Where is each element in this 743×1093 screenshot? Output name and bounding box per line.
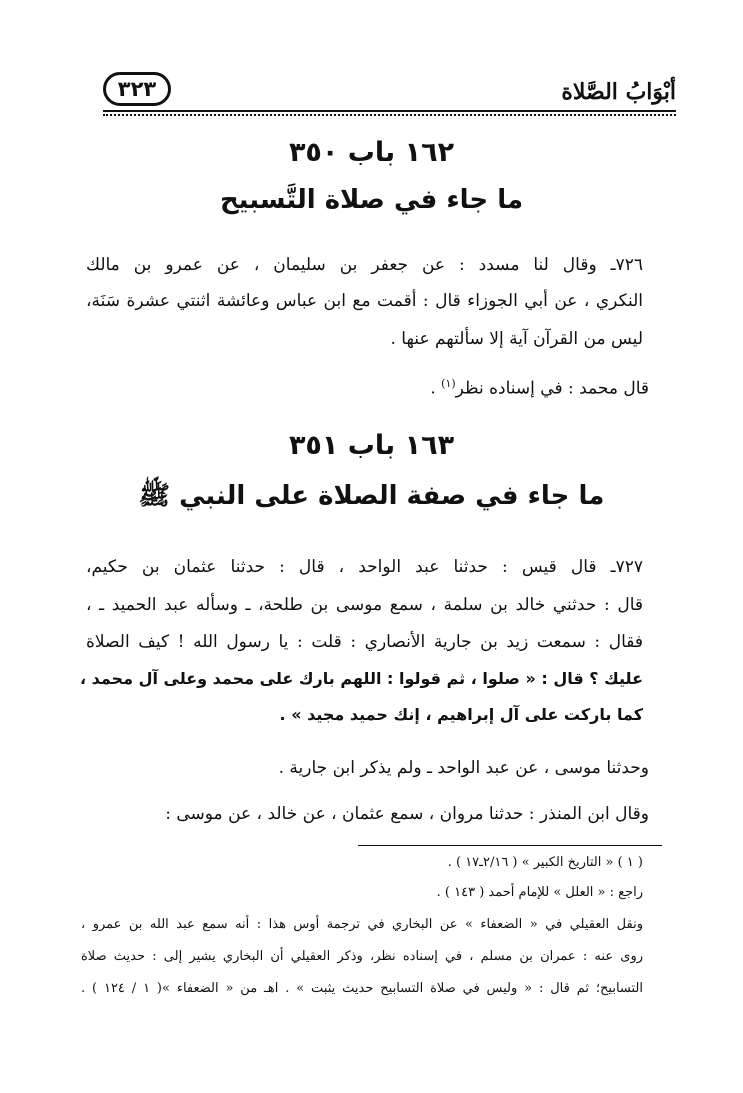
hadith-727-line-4: عليك ؟ قال : « صلوا ، ثم قولوا : اللهم بارك على محمد وعلى آل محمد ، bbox=[79, 669, 643, 688]
comment-end: . bbox=[430, 378, 442, 399]
hadith-726-line-2: النكري ، عن أبي الجوزاء قال : أقمت مع ابن عباس وعائشة اثنتي عشرة سَنَة، bbox=[86, 291, 643, 311]
hadith-727-line-7: وقال ابن المنذر : حدثنا مروان ، سمع عثمان ، عن خالد ، عن موسى : bbox=[165, 804, 649, 824]
hadith-726-line-3: ليس من القرآن آية إلا سألتهم عنها . bbox=[390, 329, 643, 349]
footnote-ref-1[interactable]: (١) bbox=[441, 377, 456, 390]
chapter-title-1: ما جاء في صلاة التَّسبيح bbox=[219, 185, 524, 215]
header-dotted-rule bbox=[103, 114, 676, 116]
hadith-727-line-5: كما باركت على آل إبراهيم ، إنك حميد مجيد » . bbox=[279, 705, 643, 724]
comment-text: قال محمد : في إسناده نظر bbox=[455, 378, 649, 399]
footnote-separator bbox=[358, 845, 662, 846]
running-title: أبْوَابُ الصَّلاة bbox=[561, 79, 676, 105]
hadith-726-comment bbox=[92, 370, 649, 403]
chapter-title-2: ما جاء في صفة الصلاة على النبي ﷺ bbox=[138, 481, 605, 511]
header-rule bbox=[103, 110, 676, 112]
hadith-727-line-3: فقال : سمعت زيد بن جارية الأنصاري : قلت : يا رسول الله ! كيف الصلاة bbox=[86, 632, 643, 652]
footnote-line-2: راجع : « العلل » للإمام أحمد ( ١٤٣ ) . bbox=[436, 885, 643, 900]
chapter-number-2: ١٦٣ باب ٣٥١ bbox=[288, 430, 455, 461]
page-number: ٣٢٣ bbox=[103, 72, 171, 106]
footnote-line-5: التسابيح؛ ثم قال : « وليس في صلاة التسابيح حديث يثبت » . اهـ من « الضعفاء »( ١ / ١٢٤ ) . bbox=[81, 981, 643, 996]
hadith-726-text: ٧٢٦ـ وقال لنا مسدد : عن جعفر بن سليمان ، عن عمرو بن مالك bbox=[86, 255, 643, 275]
hadith-727-line-6: وحدثنا موسى ، عن عبد الواحد ـ ولم يذكر ابن جارية . bbox=[278, 758, 649, 778]
footnote-line-4: روى عنه : عمران بن مسلم ، في إسناده نظر، وذكر العقيلي أن البخاري يشير إلى : حديث صلاة bbox=[81, 949, 643, 964]
footnote-line-3: ونقل العقيلي في « الضعفاء » عن البخاري في ترجمة أوس هذا : أنه سمع عبد الله بن عمرو ، bbox=[81, 917, 643, 932]
chapter-number-1: ١٦٢ باب ٣٥٠ bbox=[288, 137, 455, 168]
hadith-727-line-2: قال : حدثني خالد بن سلمة ، سمع موسى بن طلحة، ـ وسأله عبد الحميد ـ ، bbox=[86, 595, 643, 615]
hadith-726-line-1 bbox=[86, 251, 643, 279]
hadith-727-line-1: ٧٢٧ـ قال قيس : حدثنا عبد الواحد ، قال : حدثنا عثمان بن حكيم، bbox=[86, 557, 643, 577]
footnote-1: ( ١ ) « التاريخ الكبير » ( ٢/١٦ـ١٧ ) . bbox=[447, 855, 643, 870]
